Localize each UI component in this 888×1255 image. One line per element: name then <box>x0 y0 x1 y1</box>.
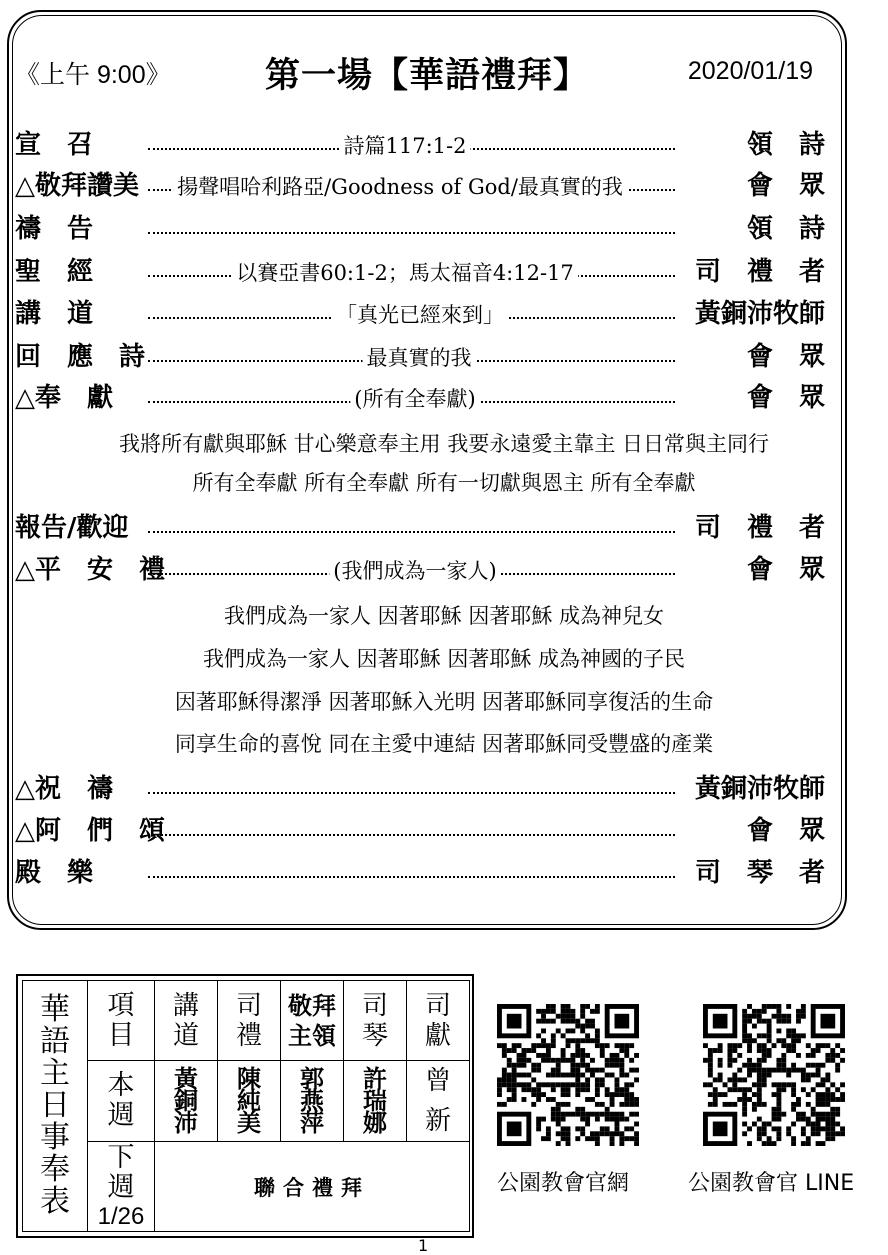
next-week-note: 聯合禮拜 <box>155 1142 470 1232</box>
order-item-detail: 詩篇117:1-2 <box>340 125 471 167</box>
order-item-responsible: 會 眾 <box>746 555 825 585</box>
order-row <box>15 209 825 249</box>
order-item-label: △奉 獻 <box>15 383 113 413</box>
lyric-line: 我將所有獻與耶穌 甘心樂意奉主用 我要永遠愛主靠主 日日常與主同行 <box>118 432 770 456</box>
order-item-detail: 揚聲唱哈利路亞/Goodness of God/最真實的我 <box>173 166 627 208</box>
order-item-responsible: 黃銅沛牧師 <box>694 774 825 804</box>
role-header: 司 琴 <box>344 981 407 1061</box>
leader-dots <box>148 834 675 836</box>
order-row <box>15 337 825 377</box>
next-week-date: 1/26 <box>97 1202 145 1230</box>
order-item-detail: (所有全奉獻) <box>350 378 479 420</box>
order-row <box>15 550 825 590</box>
order-item-detail: 最真實的我 <box>363 337 476 379</box>
leader-dots <box>148 876 675 878</box>
order-item-responsible: 司 禮 者 <box>694 513 825 543</box>
order-row <box>15 811 825 851</box>
order-row <box>15 853 825 893</box>
this-week-person: 黃 銅 沛 <box>155 1061 218 1142</box>
leader-dots <box>148 531 675 533</box>
order-item-detail: 「真光已經來到」 <box>332 294 508 336</box>
lyric-line: 我們成為一家人 因著耶穌 因著耶穌 成為神兒女 <box>223 604 665 628</box>
this-week-person: 曾 新 <box>407 1061 470 1142</box>
role-header: 講 道 <box>155 981 218 1061</box>
order-item-responsible: 會 眾 <box>746 342 825 372</box>
order-row <box>15 508 825 548</box>
order-item-responsible: 領 詩 <box>746 130 825 160</box>
leader-dots <box>148 792 675 794</box>
order-row <box>15 769 825 809</box>
order-row <box>15 166 825 206</box>
order-item-detail: 以賽亞書60:1-2；馬太福音4:12-17 <box>232 252 578 294</box>
order-row <box>15 294 825 334</box>
order-item-responsible: 領 詩 <box>746 214 825 244</box>
lyric-line: 所有全奉獻 所有全奉獻 所有一切獻與恩主 所有全奉獻 <box>192 471 696 495</box>
order-row <box>15 125 825 165</box>
qr-code-icon[interactable] <box>497 1004 639 1146</box>
order-item-responsible: 司 琴 者 <box>694 858 825 888</box>
order-item-detail: (我們成為一家人) <box>329 550 500 592</box>
this-week-person: 郭 燕 萍 <box>281 1061 344 1142</box>
role-header: 司 獻 <box>407 981 470 1061</box>
qr-caption-website: 公園教會官網 <box>497 1171 630 1196</box>
service-schedule-table <box>22 980 470 1232</box>
order-item-label: 殿 樂 <box>15 858 94 888</box>
order-item-label: 聖 經 <box>15 257 94 287</box>
order-row <box>15 378 825 418</box>
order-item-label: △敬拜讚美 <box>15 171 139 201</box>
order-item-label: 講 道 <box>15 299 94 329</box>
item-header: 項 目 <box>88 981 155 1061</box>
lyric-line: 因著耶穌得潔淨 因著耶穌入光明 因著耶穌同享復活的生命 <box>174 690 714 714</box>
order-item-label: △阿 們 頌 <box>15 816 165 846</box>
order-row <box>15 252 825 292</box>
lyric-line: 我們成為一家人 因著耶穌 因著耶穌 成為神國的子民 <box>202 647 686 671</box>
qr-caption-line: 公園教會官 LINE <box>688 1171 855 1196</box>
order-item-label: △祝 禱 <box>15 774 113 804</box>
next-week-label: 下 週 1/26 <box>88 1142 155 1232</box>
order-item-label: △平 安 禮 <box>15 555 165 585</box>
role-header: 敬拜 主領 <box>281 981 344 1061</box>
service-date: 2020/01/19 <box>687 57 813 85</box>
page-title: 第一場【華語禮拜】 <box>265 56 590 96</box>
order-item-responsible: 會 眾 <box>746 171 825 201</box>
qr-code-icon[interactable] <box>703 1004 845 1146</box>
order-item-label: 禱 告 <box>15 214 94 244</box>
order-item-responsible: 黃銅沛牧師 <box>694 299 825 329</box>
order-item-label: 回 應 詩 <box>15 342 146 372</box>
order-item-label: 報告/歡迎 <box>15 513 129 543</box>
this-week-person: 許 瑞 娜 <box>344 1061 407 1142</box>
lyric-line: 同享生命的喜悅 同在主愛中連結 因著耶穌同受豐盛的產業 <box>174 732 714 756</box>
leader-dots <box>148 232 675 234</box>
order-item-label: 宣 召 <box>15 130 94 160</box>
schedule-title: 華 語 主 日 事 奉 表 <box>23 981 88 1232</box>
page-number: 1 <box>418 1236 429 1255</box>
order-item-responsible: 會 眾 <box>746 383 825 413</box>
order-item-responsible: 會 眾 <box>746 816 825 846</box>
order-item-responsible: 司 禮 者 <box>694 257 825 287</box>
this-week-person: 陳 純 美 <box>218 1061 281 1142</box>
service-time: 《上午 9:00》 <box>15 61 171 89</box>
this-week-label: 本 週 <box>88 1061 155 1142</box>
role-header: 司 禮 <box>218 981 281 1061</box>
